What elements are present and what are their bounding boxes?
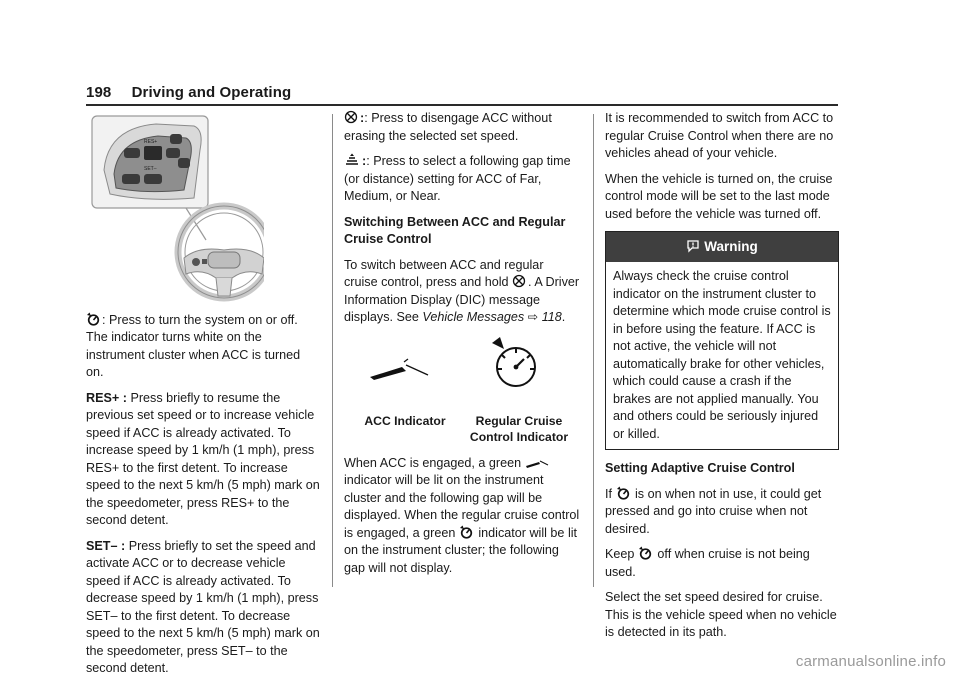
- set-speed-paragraph: Select the set speed desired for cruise. This is the vehicle speed when no vehicle is detected in its path.: [605, 590, 837, 639]
- set-text: Press briefly to set the speed and activate ACC or to decrease vehicle speed if ACC is already activated. To decrease speed by 1 km/h (1 mph), press SET– to the first detent. To decrease speed to the next 5 km/h (5 mph) mark on the speedometer, press SET– to the second detent.: [86, 538, 320, 675]
- column-1: [86, 110, 321, 686]
- engaged-paragraph: When ACC is engaged, a green indicator will be lit on the instrument cluster and the following gap will be displayed. When the regular cruise control is engaged, a green indicator will be lit on the instrument cluster; the following gap will not display.: [344, 455, 580, 575]
- page-number: 198: [86, 84, 112, 101]
- cruise-on-off-icon: [459, 525, 473, 539]
- accidental-press-paragraph: If is on when not in use, it could get pressed and go into cruise when not desired.: [605, 486, 822, 536]
- indicator-symbols: [344, 335, 580, 395]
- power-button-text: : Press to turn the system on or off. The indicator turns white on the instrument cluster when ACC is turned on.: [86, 312, 301, 379]
- section-title: Driving and Operating: [131, 84, 292, 101]
- res-description: [86, 390, 321, 530]
- header-rule: [86, 104, 838, 106]
- following-gap-icon: [344, 153, 360, 167]
- vehicle-messages-link[interactable]: Vehicle Messages: [422, 310, 525, 324]
- switching-subheading: Switching Between ACC and Regular Cruise Control: [344, 214, 566, 246]
- res-label: RES+ :: [86, 390, 127, 405]
- cancel-icon: [344, 110, 358, 124]
- cancel-button-description: :: Press to disengage ACC without erasing the selected set speed.: [344, 111, 552, 143]
- warning-box: [605, 231, 839, 450]
- steering-wheel-controls-illustration: [86, 110, 264, 302]
- switching-paragraph: To switch between ACC and regular cruise control, press and hold . A Driver Information Display (DIC) message displays. See Vehicle Messages ⇨ 118.: [344, 257, 580, 324]
- indicator-figure: [344, 335, 580, 445]
- cancel-button-text: : Press to disengage ACC without erasing the selected set speed.: [344, 111, 552, 143]
- keep-off-paragraph: Keep off when cruise is not being used.: [605, 547, 810, 579]
- page-ref: 118: [541, 310, 562, 324]
- recommendation-paragraph: It is recommended to switch from ACC to regular Cruise Control when there are no vehicles ahead of your vehicle.: [605, 111, 834, 160]
- warning-header: [606, 232, 838, 262]
- column-2: [344, 110, 580, 585]
- steering-wheel-figure: [86, 110, 321, 308]
- acc-indicator-label: ACC Indicator: [364, 413, 446, 428]
- column-3: [605, 110, 839, 650]
- res-callout-label: RES+: [144, 139, 158, 145]
- res-text: Press briefly to resume the previous set speed or to increase vehicle speed if ACC is already activated. To increase speed by 1 km/h (1 mph), press RES+ to the first detent. To increase speed to the next 5 km/h (5 mph) mark on the speedometer, press RES+ to the second detent.: [86, 390, 320, 527]
- page-ref-arrow: ⇨: [527, 310, 539, 324]
- cruise-on-off-icon: [638, 546, 652, 560]
- cancel-icon: [512, 274, 526, 288]
- warning-text: Always check the cruise control indicator on the instrument cluster to determine which mode cruise control is in before using the feature. If ACC is not active, the vehicle will not automatically brake for other vehicles, which could cause a crash if the brakes are not applied manually. You and others could be seriously injured or killed.: [613, 269, 831, 441]
- last-mode-paragraph: When the vehicle is turned on, the cruise control mode will be set to the last mode used before the vehicle was turned off.: [605, 171, 833, 221]
- regular-cruise-indicator-label: Regular Cruise Control Indicator: [469, 413, 569, 444]
- gap-button-text: : Press to select a following gap time (or distance) setting for ACC of Far, Medium, or Near.: [344, 154, 571, 203]
- page-header: [86, 84, 291, 101]
- warning-icon: [686, 239, 700, 253]
- gap-button-description: :: Press to select a following gap time (or distance) setting for ACC of Far, Medium, or Near.: [344, 154, 571, 203]
- set-callout-label: SET–: [144, 166, 157, 172]
- setting-acc-subheading: Setting Adaptive Cruise Control: [605, 461, 795, 475]
- set-description: [86, 538, 321, 678]
- cruise-on-off-icon: [86, 312, 100, 326]
- column-divider-2: [593, 114, 594, 587]
- regular-cruise-indicator-icon: [492, 337, 535, 386]
- set-label: SET– :: [86, 538, 126, 553]
- watermark: carmanualsonline.info: [795, 653, 946, 670]
- cruise-on-off-icon: [616, 486, 630, 500]
- acc-indicator-icon: [370, 359, 428, 380]
- warning-title: Warning: [704, 239, 758, 254]
- acc-indicator-inline-icon: [525, 457, 549, 469]
- column-divider-1: [332, 114, 333, 587]
- power-button-description: [86, 312, 321, 382]
